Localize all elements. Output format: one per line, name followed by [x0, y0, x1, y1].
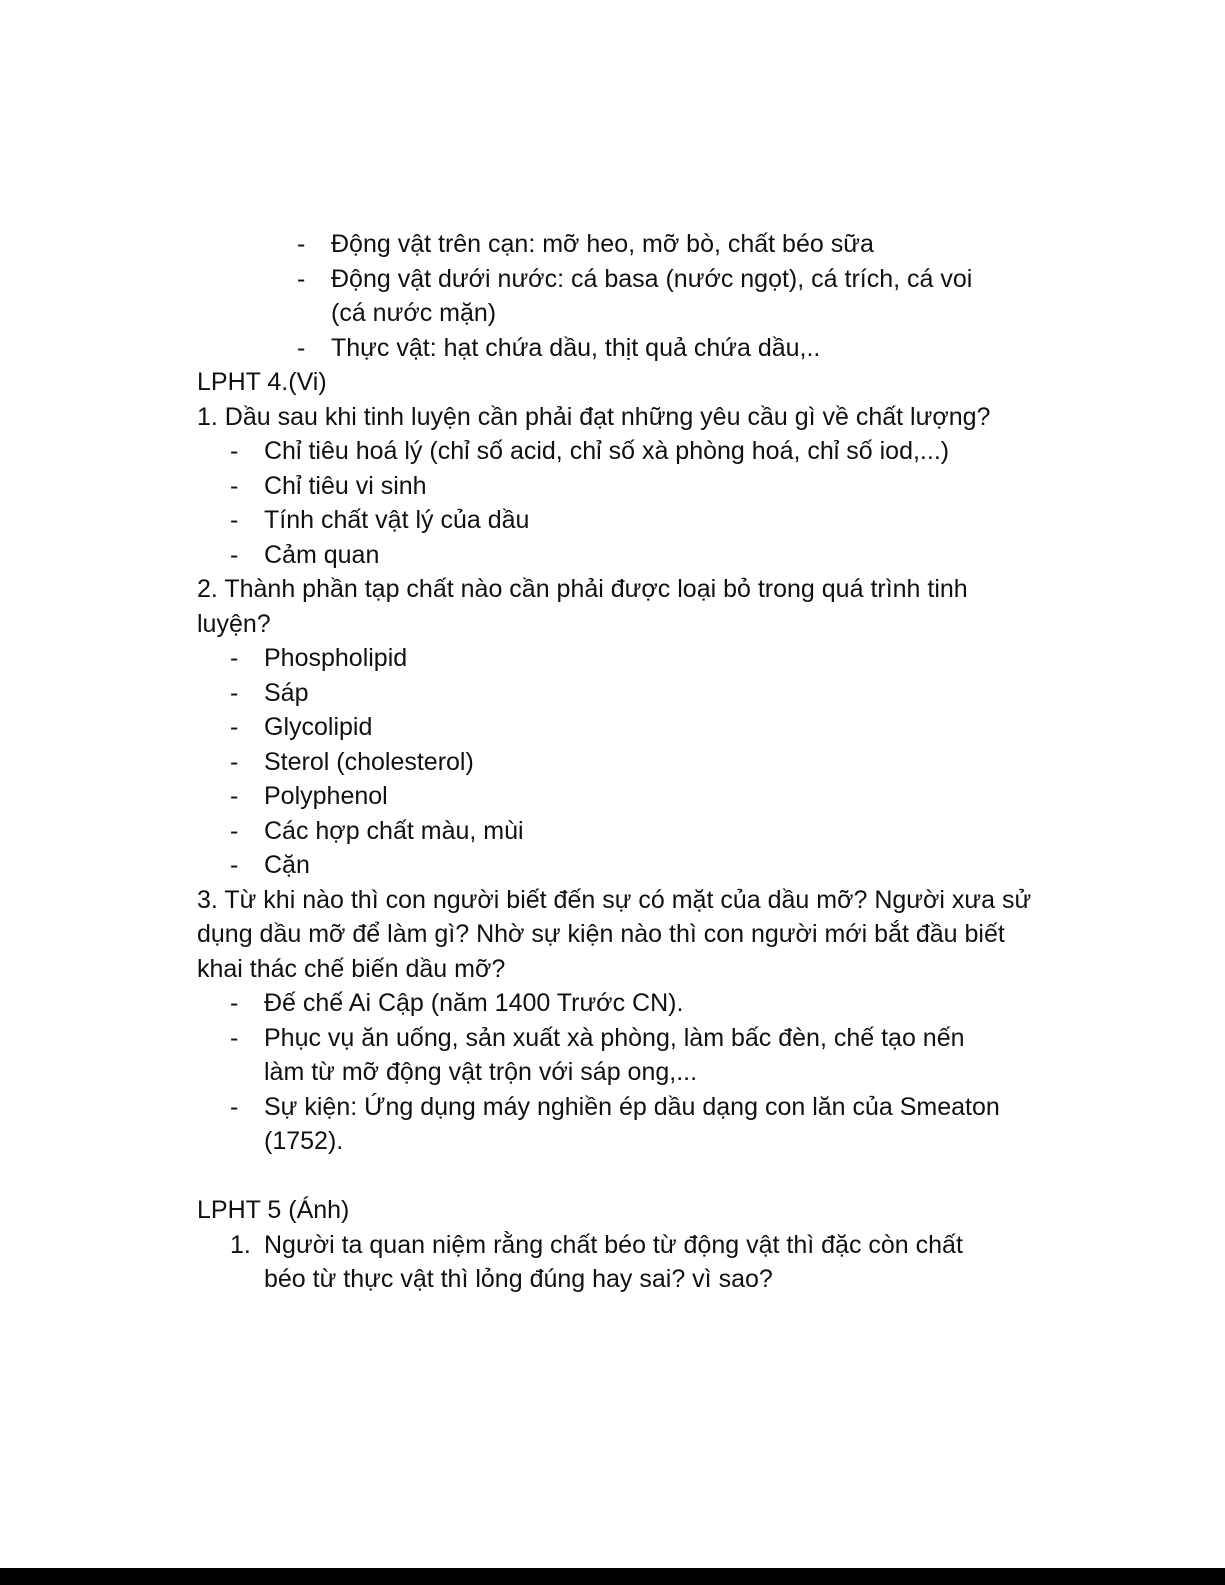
list-item-text: Cảm quan: [264, 540, 380, 569]
list-item-text: Sự kiện: Ứng dụng máy nghiền ép dầu dạng con lăn của Smeaton (1752).: [264, 1092, 1000, 1155]
bullet-marker: -: [230, 1023, 239, 1052]
bullet-marker: -: [230, 506, 239, 534]
question-1: 1. Dầu sau khi tinh luyện cần phải đạt những yêu cầu gì về chất lượng?: [197, 402, 991, 431]
number-marker: 1.: [230, 1230, 251, 1259]
list-item: [197, 986, 1042, 1021]
list-item-text: Động vật dưới nước: cá basa (nước ngọt), cá trích, cá voi (cá nước mặn): [331, 264, 973, 327]
list-item-text: Glycolipid: [264, 713, 373, 741]
list-item-text: Sterol (cholesterol): [264, 747, 474, 776]
bullet-marker: -: [230, 747, 239, 776]
list-item-text: Đế chế Ai Cập (năm 1400 Trước CN).: [264, 989, 684, 1017]
bullet-marker: -: [230, 782, 239, 810]
list-item: [197, 469, 1042, 504]
list-item: [197, 814, 1042, 849]
spacer: [197, 1159, 1042, 1194]
bullet-marker: -: [230, 816, 239, 845]
list-item-text: Chỉ tiêu hoá lý (chỉ số acid, chỉ số xà phòng hoá, chỉ số iod,...): [264, 437, 950, 465]
list-item-text: Các hợp chất màu, mùi: [264, 816, 524, 845]
bullet-marker: -: [230, 1092, 239, 1121]
list-item: [197, 331, 1042, 366]
list-item: [197, 503, 1042, 538]
list-item: [197, 676, 1042, 711]
bullet-marker: -: [297, 230, 306, 258]
document-body: [197, 227, 1042, 1297]
list-item: [197, 641, 1042, 676]
bullet-marker: -: [230, 678, 239, 707]
list-item-text: Tính chất vật lý của dầu: [264, 506, 530, 534]
list-item: [197, 745, 1042, 780]
list-item: [197, 1090, 1042, 1159]
list-item-text: Sáp: [264, 678, 309, 707]
bullet-marker: -: [230, 540, 239, 569]
list-item-text: Phospholipid: [264, 644, 408, 672]
list-item-text: Phục vụ ăn uống, sản xuất xà phòng, làm bấc đèn, chế tạo nến làm từ mỡ động vật trộn với sáp ong,...: [264, 1023, 965, 1086]
list-item: [197, 1021, 1042, 1090]
page-bottom-bar: [0, 1568, 1225, 1585]
question-2: 2. Thành phần tạp chất nào cần phải được loại bỏ trong quá trình tinh luyện?: [197, 575, 968, 638]
list-item-text: Động vật trên cạn: mỡ heo, mỡ bò, chất béo sữa: [331, 230, 874, 258]
list-item: [197, 848, 1042, 883]
list-item-text: Polyphenol: [264, 782, 388, 810]
bullet-marker: -: [230, 471, 239, 500]
numbered-item-text: Người ta quan niệm rằng chất béo từ động vật thì đặc còn chất béo từ thực vật thì lỏng đúng hay sai? vì sao?: [264, 1230, 963, 1293]
bullet-marker: -: [230, 437, 239, 465]
section-heading-lpht-5: LPHT 5 (Ánh): [197, 1196, 350, 1224]
list-item: [197, 262, 1042, 331]
section-heading-lpht-4: LPHT 4.(Vi): [197, 368, 327, 396]
bullet-marker: -: [230, 713, 239, 741]
list-item-text: Thực vật: hạt chứa dầu, thịt quả chứa dầu,..: [331, 333, 821, 362]
bullet-marker: -: [297, 333, 306, 362]
bullet-marker: -: [297, 264, 306, 293]
bullet-marker: -: [230, 644, 239, 672]
bullet-marker: -: [230, 851, 239, 879]
list-item: [197, 538, 1042, 573]
list-item-text: Chỉ tiêu vi sinh: [264, 471, 427, 500]
list-item: [197, 710, 1042, 745]
list-item-text: Cặn: [264, 851, 310, 879]
numbered-item: [197, 1228, 1042, 1297]
list-item: [197, 779, 1042, 814]
list-item: [197, 227, 1042, 262]
bullet-marker: -: [230, 989, 239, 1017]
question-3: 3. Từ khi nào thì con người biết đến sự có mặt của dầu mỡ? Người xưa sử dụng dầu mỡ để làm gì? Nhờ sự kiện nào thì con người mới bắt đầu biết khai thác chế biến dầu mỡ?: [197, 885, 1032, 983]
list-item: [197, 434, 1042, 469]
